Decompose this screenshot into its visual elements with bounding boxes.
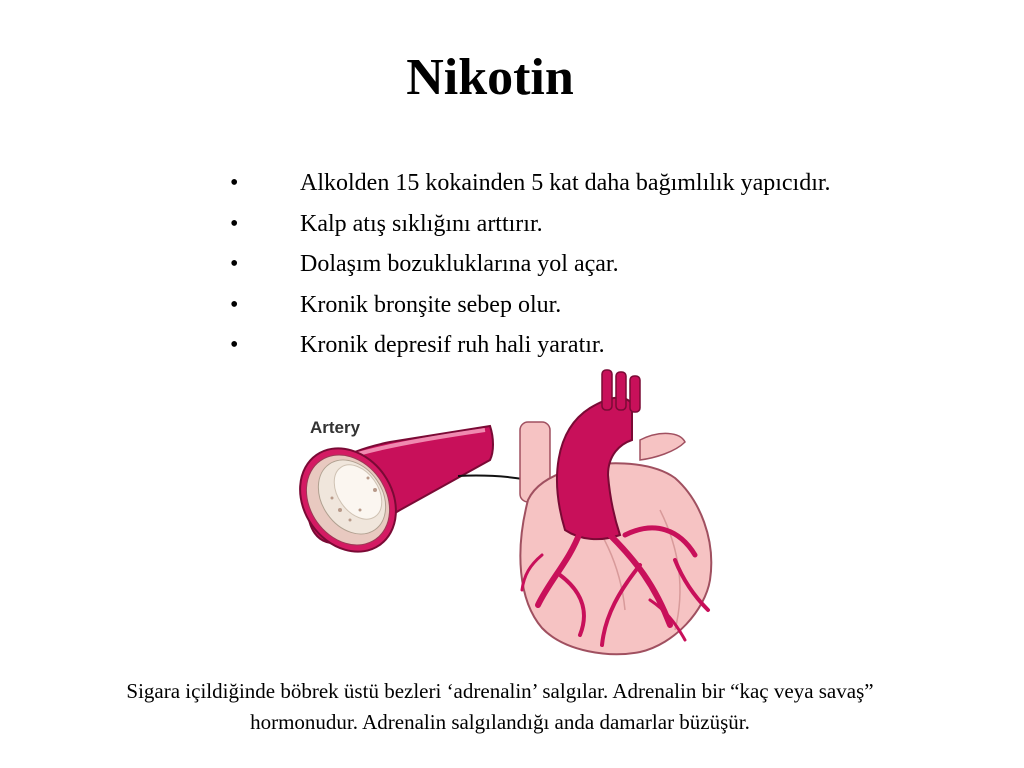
heart-illustration-icon xyxy=(520,370,711,654)
artery-cross-section-icon xyxy=(280,426,493,570)
bullet-icon: • xyxy=(230,291,239,318)
bullet-text: Alkolden 15 kokainden 5 kat daha bağımlılık yapıcıdır. xyxy=(300,170,831,196)
bullet-item xyxy=(228,247,831,288)
bullet-text: Kronik bronşite sebep olur. xyxy=(300,291,562,318)
bullet-text: Kronik depresif ruh hali yaratır. xyxy=(300,332,605,358)
slide-title: Nikotin xyxy=(406,49,574,106)
bullet-item xyxy=(228,288,831,329)
artery-heart-illustration xyxy=(280,360,720,660)
caption-line: hormonudur. Adrenalin salgılandığı anda damarlar büzüşür. xyxy=(250,710,750,734)
caption-line: Sigara içildiğinde böbrek üstü bezleri ‘adrenalin’ salgılar. Adrenalin bir “kaç veya savaş” xyxy=(126,679,874,703)
artery-heart-figure xyxy=(280,360,720,660)
bullet-icon: • xyxy=(230,170,239,196)
bullet-icon: • xyxy=(230,251,239,277)
slide-caption xyxy=(0,676,1000,738)
bullet-icon: • xyxy=(230,210,239,237)
bullet-item xyxy=(228,166,831,207)
artery-label: Artery xyxy=(310,418,361,437)
bullet-list xyxy=(228,166,831,369)
bullet-item xyxy=(228,207,831,248)
bullet-text: Dolaşım bozukluklarına yol açar. xyxy=(300,251,619,277)
bullet-icon: • xyxy=(230,332,239,358)
bullet-text: Kalp atış sıklığını arttırır. xyxy=(300,210,543,237)
